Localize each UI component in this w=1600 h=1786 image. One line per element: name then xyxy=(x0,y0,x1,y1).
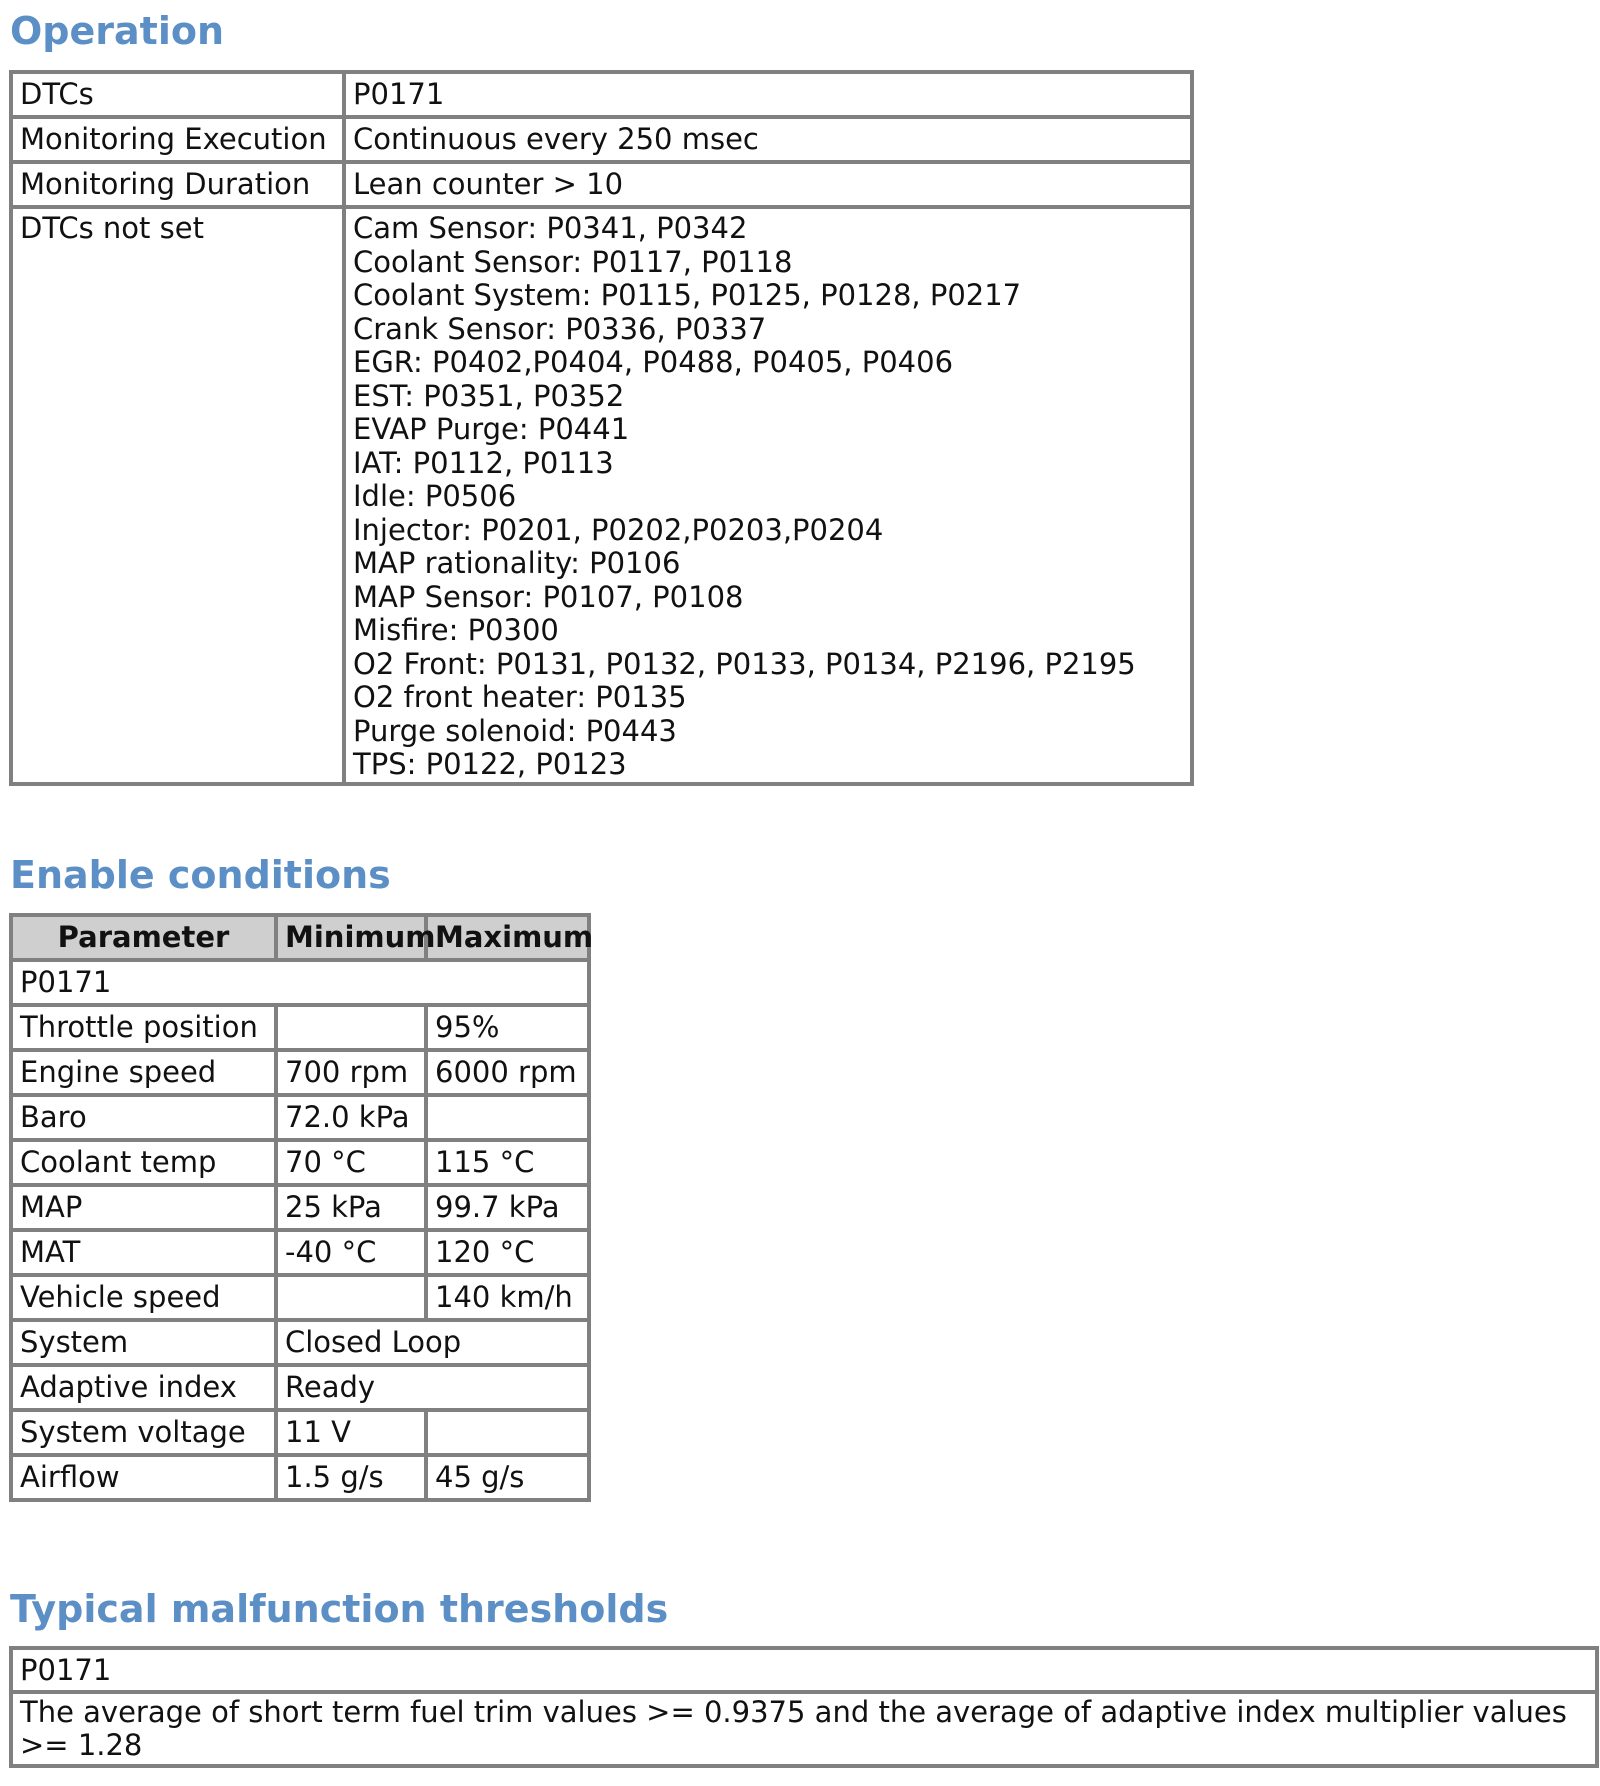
max-cell xyxy=(426,1410,589,1455)
row-value: Continuous every 250 msec xyxy=(344,117,1192,162)
table-row xyxy=(11,72,1192,117)
table-row xyxy=(11,1410,589,1455)
param-cell: Airflow xyxy=(11,1455,276,1500)
row-label: DTCs xyxy=(11,72,344,117)
value-cell: Ready xyxy=(276,1365,589,1410)
operation-table xyxy=(9,70,1194,786)
param-cell: Adaptive index xyxy=(11,1365,276,1410)
table-row xyxy=(11,1140,589,1185)
table-row xyxy=(11,1365,589,1410)
table-row xyxy=(11,1275,589,1320)
dtc-list-item: EGR: P0402,P0404, P0488, P0405, P0406 xyxy=(353,345,954,379)
table-row xyxy=(11,1095,589,1140)
dtc-list-item: Idle: P0506 xyxy=(353,479,517,513)
min-cell xyxy=(276,1275,426,1320)
table-row xyxy=(11,1648,1597,1692)
row-value: Lean counter > 10 xyxy=(344,162,1192,207)
max-cell: 45 g/s xyxy=(426,1455,589,1500)
column-header-minimum: Minimum xyxy=(276,915,426,960)
malfunction-table xyxy=(9,1646,1599,1768)
group-code: P0171 xyxy=(11,960,589,1005)
table-row xyxy=(11,117,1192,162)
table-row xyxy=(11,207,1192,784)
min-cell: 11 V xyxy=(276,1410,426,1455)
dtc-list-item: Crank Sensor: P0336, P0337 xyxy=(353,311,767,346)
param-cell: System xyxy=(11,1320,276,1365)
min-cell: 70 °C xyxy=(276,1140,426,1185)
malfunction-description: The average of short term fuel trim values >= 0.9375 and the average of adaptive index multiplier values >= 1.28 xyxy=(11,1692,1597,1766)
dtc-list-item: Misfire: P0300 xyxy=(353,613,559,647)
table-row xyxy=(11,1005,589,1050)
min-cell: 72.0 kPa xyxy=(276,1095,426,1140)
enable-conditions-heading: Enable conditions xyxy=(10,853,391,897)
param-cell: Engine speed xyxy=(11,1050,276,1095)
max-cell xyxy=(426,1095,589,1140)
table-row xyxy=(11,1692,1597,1766)
max-cell: 95% xyxy=(426,1005,589,1050)
dtc-list-item: EST: P0351, P0352 xyxy=(353,378,625,413)
row-label: Monitoring Execution xyxy=(11,117,344,162)
dtc-list-item: O2 Front: P0131, P0132, P0133, P0134, P2196, P2195 xyxy=(353,646,1136,681)
param-cell: MAT xyxy=(11,1230,276,1275)
row-label: DTCs not set xyxy=(11,207,344,784)
malfunction-heading: Typical malfunction thresholds xyxy=(10,1587,669,1631)
table-row xyxy=(11,162,1192,207)
max-cell: 99.7 kPa xyxy=(426,1185,589,1230)
min-cell xyxy=(276,1005,426,1050)
min-cell: 25 kPa xyxy=(276,1185,426,1230)
column-header-maximum: Maximum xyxy=(426,915,589,960)
dtc-list-item: Coolant Sensor: P0117, P0118 xyxy=(353,244,793,279)
dtc-list-item: MAP rationality: P0106 xyxy=(353,546,681,580)
enable-conditions-table xyxy=(9,913,594,1502)
dtc-list-item: Injector: P0201, P0202,P0203,P0204 xyxy=(353,512,884,547)
column-header-parameter: Parameter xyxy=(11,915,276,960)
dtc-list-item: MAP Sensor: P0107, P0108 xyxy=(353,579,744,614)
max-cell: 140 km/h xyxy=(426,1275,589,1320)
row-value: P0171 xyxy=(344,72,1192,117)
dtc-list-item: Purge solenoid: P0443 xyxy=(353,713,677,748)
param-cell: System voltage xyxy=(11,1410,276,1455)
min-cell: 700 rpm xyxy=(276,1050,426,1095)
table-row xyxy=(11,1455,589,1500)
param-cell: MAP xyxy=(11,1185,276,1230)
table-row xyxy=(11,1320,589,1365)
malfunction-code: P0171 xyxy=(11,1648,1597,1692)
param-cell: Vehicle speed xyxy=(11,1275,276,1320)
value-cell: Closed Loop xyxy=(276,1320,589,1365)
max-cell: 6000 rpm xyxy=(426,1050,589,1095)
header-row xyxy=(11,915,589,960)
table-row xyxy=(11,1050,589,1095)
param-cell: Throttle position xyxy=(11,1005,276,1050)
max-cell: 120 °C xyxy=(426,1230,589,1275)
max-cell: 115 °C xyxy=(426,1140,589,1185)
dtc-list-item: Cam Sensor: P0341, P0342 xyxy=(353,211,748,245)
operation-heading: Operation xyxy=(10,9,225,53)
min-cell: 1.5 g/s xyxy=(276,1455,426,1500)
param-cell: Coolant temp xyxy=(11,1140,276,1185)
table-row xyxy=(11,1185,589,1230)
dtc-list-item: EVAP Purge: P0441 xyxy=(353,412,630,446)
min-cell: -40 °C xyxy=(276,1230,426,1275)
group-row xyxy=(11,960,589,1005)
dtc-list-item: O2 front heater: P0135 xyxy=(353,680,687,714)
dtc-list-item: TPS: P0122, P0123 xyxy=(353,747,627,781)
dtcs-not-set-list xyxy=(344,207,1192,784)
row-label: Monitoring Duration xyxy=(11,162,344,207)
table-row xyxy=(11,1230,589,1275)
dtc-list-item: IAT: P0112, P0113 xyxy=(353,445,614,480)
dtc-list-item: Coolant System: P0115, P0125, P0128, P0217 xyxy=(353,278,1022,312)
param-cell: Baro xyxy=(11,1095,276,1140)
